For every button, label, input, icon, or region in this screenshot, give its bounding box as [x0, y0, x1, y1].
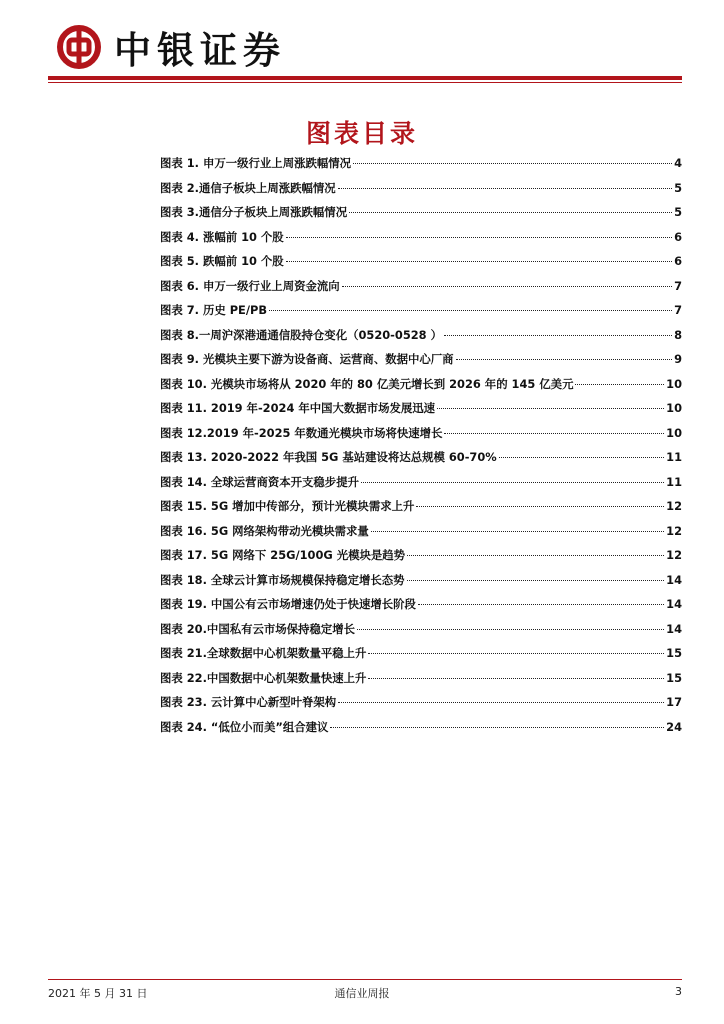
toc-entry[interactable]: [160, 278, 682, 303]
toc-entry-page: 14: [666, 621, 682, 636]
toc-entry[interactable]: [160, 449, 682, 474]
toc-entry-label: 图表 5. 跌幅前 10 个股: [160, 254, 284, 268]
toc-dot-leader: [357, 629, 664, 630]
toc-entry-label: 图表 20.中国私有云市场保持稳定增长: [160, 621, 356, 636]
toc-entry-page: 14: [666, 597, 682, 611]
toc-dot-leader: [286, 261, 672, 262]
header-divider-thin: [48, 82, 682, 83]
toc-entry-label: 图表 9. 光模块主要下游为设备商、运营商、数据中心厂商: [160, 352, 454, 366]
toc-entry-page: 15: [666, 646, 682, 660]
toc-entry-label: 图表 3.通信分子板块上周涨跌幅情况: [160, 205, 348, 219]
page-number: 3: [675, 985, 682, 998]
toc-entry-page: 5: [674, 205, 682, 219]
toc-entry[interactable]: [160, 180, 682, 205]
toc-entry-page: 12: [666, 548, 682, 562]
toc-entry-label: 图表 13. 2020-2022 年我国 5G 基站建设将达总规模 60-70%: [160, 450, 497, 464]
toc-entry[interactable]: [160, 204, 682, 229]
toc-entry[interactable]: [160, 572, 682, 597]
toc-entry-label: 图表 18. 全球云计算市场规模保持稳定增长态势: [160, 572, 405, 587]
toc-dot-leader: [499, 457, 664, 458]
toc-entry-label: 图表 15. 5G 增加中传部分，预计光模块需求上升: [160, 499, 415, 513]
toc-dot-leader: [418, 604, 664, 605]
toc-entry-page: 4: [674, 156, 682, 170]
toc-entry-page: 7: [674, 278, 682, 293]
toc-entry[interactable]: [160, 474, 682, 499]
bank-of-china-logo-icon: [56, 24, 102, 70]
toc-entry-label: 图表 11. 2019 年-2024 年中国大数据市场发展迅速: [160, 401, 436, 415]
toc-dot-leader: [371, 531, 664, 532]
toc-entry-label: 图表 6. 申万一级行业上周资金流向: [160, 278, 340, 293]
toc-dot-leader: [456, 359, 673, 360]
toc-entry-label: 图表 21.全球数据中心机架数量平稳上升: [160, 646, 367, 660]
toc-entry-label: 图表 17. 5G 网络下 25G/100G 光模块是趋势: [160, 548, 406, 562]
toc-dot-leader: [444, 335, 672, 336]
toc-entry-label: 图表 2.通信子板块上周涨跌幅情况: [160, 180, 336, 195]
toc-entry-page: 6: [674, 254, 682, 268]
toc-entry-page: 17: [666, 695, 682, 709]
toc-entry-page: 24: [666, 719, 682, 734]
toc-dot-leader: [368, 653, 664, 654]
toc-entry-page: 11: [666, 474, 682, 489]
toc-entry[interactable]: [160, 229, 682, 254]
toc-title: 图表目录: [305, 119, 418, 148]
report-date: 2021 年 5 月 31 日: [48, 987, 148, 1000]
toc-entry-label: 图表 8.一周沪深港通通信股持仓变化（0520-0528 ）: [160, 327, 442, 342]
toc-dot-leader: [286, 237, 672, 238]
toc-dot-leader: [416, 506, 664, 507]
toc-entry-page: 9: [674, 352, 682, 366]
toc-entry-page: 12: [666, 499, 682, 513]
toc-dot-leader: [342, 286, 672, 287]
toc-entry[interactable]: [160, 694, 682, 719]
toc-entry-page: 7: [674, 303, 682, 317]
toc-entry[interactable]: [160, 523, 682, 548]
toc-dot-leader: [444, 433, 664, 434]
toc-entry-label: 图表 7. 历史 PE/PB: [160, 303, 268, 317]
toc-dot-leader: [269, 310, 672, 311]
toc-entry-label: 图表 16. 5G 网络架构带动光模块需求量: [160, 523, 369, 538]
toc-dot-leader: [437, 408, 664, 409]
toc-entry-page: 10: [666, 376, 682, 391]
toc-dot-leader: [361, 482, 664, 483]
toc-entry[interactable]: [160, 302, 682, 327]
toc-entry-label: 图表 22.中国数据中心机架数量快速上升: [160, 670, 367, 685]
footer-divider: [48, 979, 682, 980]
toc-entry[interactable]: [160, 253, 682, 278]
toc-entry-page: 6: [674, 229, 682, 244]
toc-entry-label: 图表 1. 申万一级行业上周涨跌幅情况: [160, 156, 352, 170]
toc-entry[interactable]: [160, 596, 682, 621]
toc-entry-label: 图表 4. 涨幅前 10 个股: [160, 229, 284, 244]
toc-entry-page: 8: [674, 327, 682, 342]
toc-dot-leader: [368, 678, 664, 679]
toc-entry[interactable]: [160, 645, 682, 670]
toc-entry-page: 15: [666, 670, 682, 685]
toc-entry[interactable]: [160, 719, 682, 744]
brand-name: 中银证券: [114, 28, 286, 72]
toc-entry-page: 10: [666, 401, 682, 415]
toc-dot-leader: [338, 188, 672, 189]
toc-entry[interactable]: [160, 376, 682, 401]
toc-entry[interactable]: [160, 327, 682, 352]
toc-entry-label: 图表 10. 光模块市场将从 2020 年的 80 亿美元增长到 2026 年的 145 亿美元: [160, 376, 574, 391]
toc-entry[interactable]: [160, 155, 682, 180]
toc-entry[interactable]: [160, 621, 682, 646]
toc-entry-label: 图表 24. “低位小而美”组合建议: [160, 719, 329, 734]
toc-dot-leader: [330, 727, 664, 728]
toc-entry[interactable]: [160, 670, 682, 695]
toc-entry[interactable]: [160, 547, 682, 572]
toc-entry-page: 12: [666, 523, 682, 538]
toc-dot-leader: [353, 163, 672, 164]
toc-entry-page: 10: [666, 425, 682, 440]
toc-dot-leader: [407, 555, 664, 556]
toc-entry[interactable]: [160, 351, 682, 376]
report-type: 通信业周报: [334, 987, 390, 1000]
header-divider: [48, 76, 682, 80]
toc-entry-label: 图表 19. 中国公有云市场增速仍处于快速增长阶段: [160, 597, 416, 611]
toc-entry[interactable]: [160, 400, 682, 425]
toc-entry-label: 图表 14. 全球运营商资本开支稳步提升: [160, 474, 359, 489]
toc-entry-label: 图表 12.2019 年-2025 年数通光模块市场将快速增长: [160, 425, 443, 440]
table-of-figures: [160, 155, 682, 743]
toc-dot-leader: [338, 702, 664, 703]
toc-entry-page: 5: [674, 180, 682, 195]
toc-entry[interactable]: [160, 498, 682, 523]
page-header: [0, 0, 724, 90]
toc-dot-leader: [349, 212, 672, 213]
toc-entry[interactable]: [160, 425, 682, 450]
toc-dot-leader: [407, 580, 665, 581]
toc-entry-page: 11: [666, 450, 682, 464]
toc-entry-page: 14: [666, 572, 682, 587]
toc-entry-label: 图表 23. 云计算中心新型叶脊架构: [160, 695, 337, 709]
toc-dot-leader: [575, 384, 664, 385]
